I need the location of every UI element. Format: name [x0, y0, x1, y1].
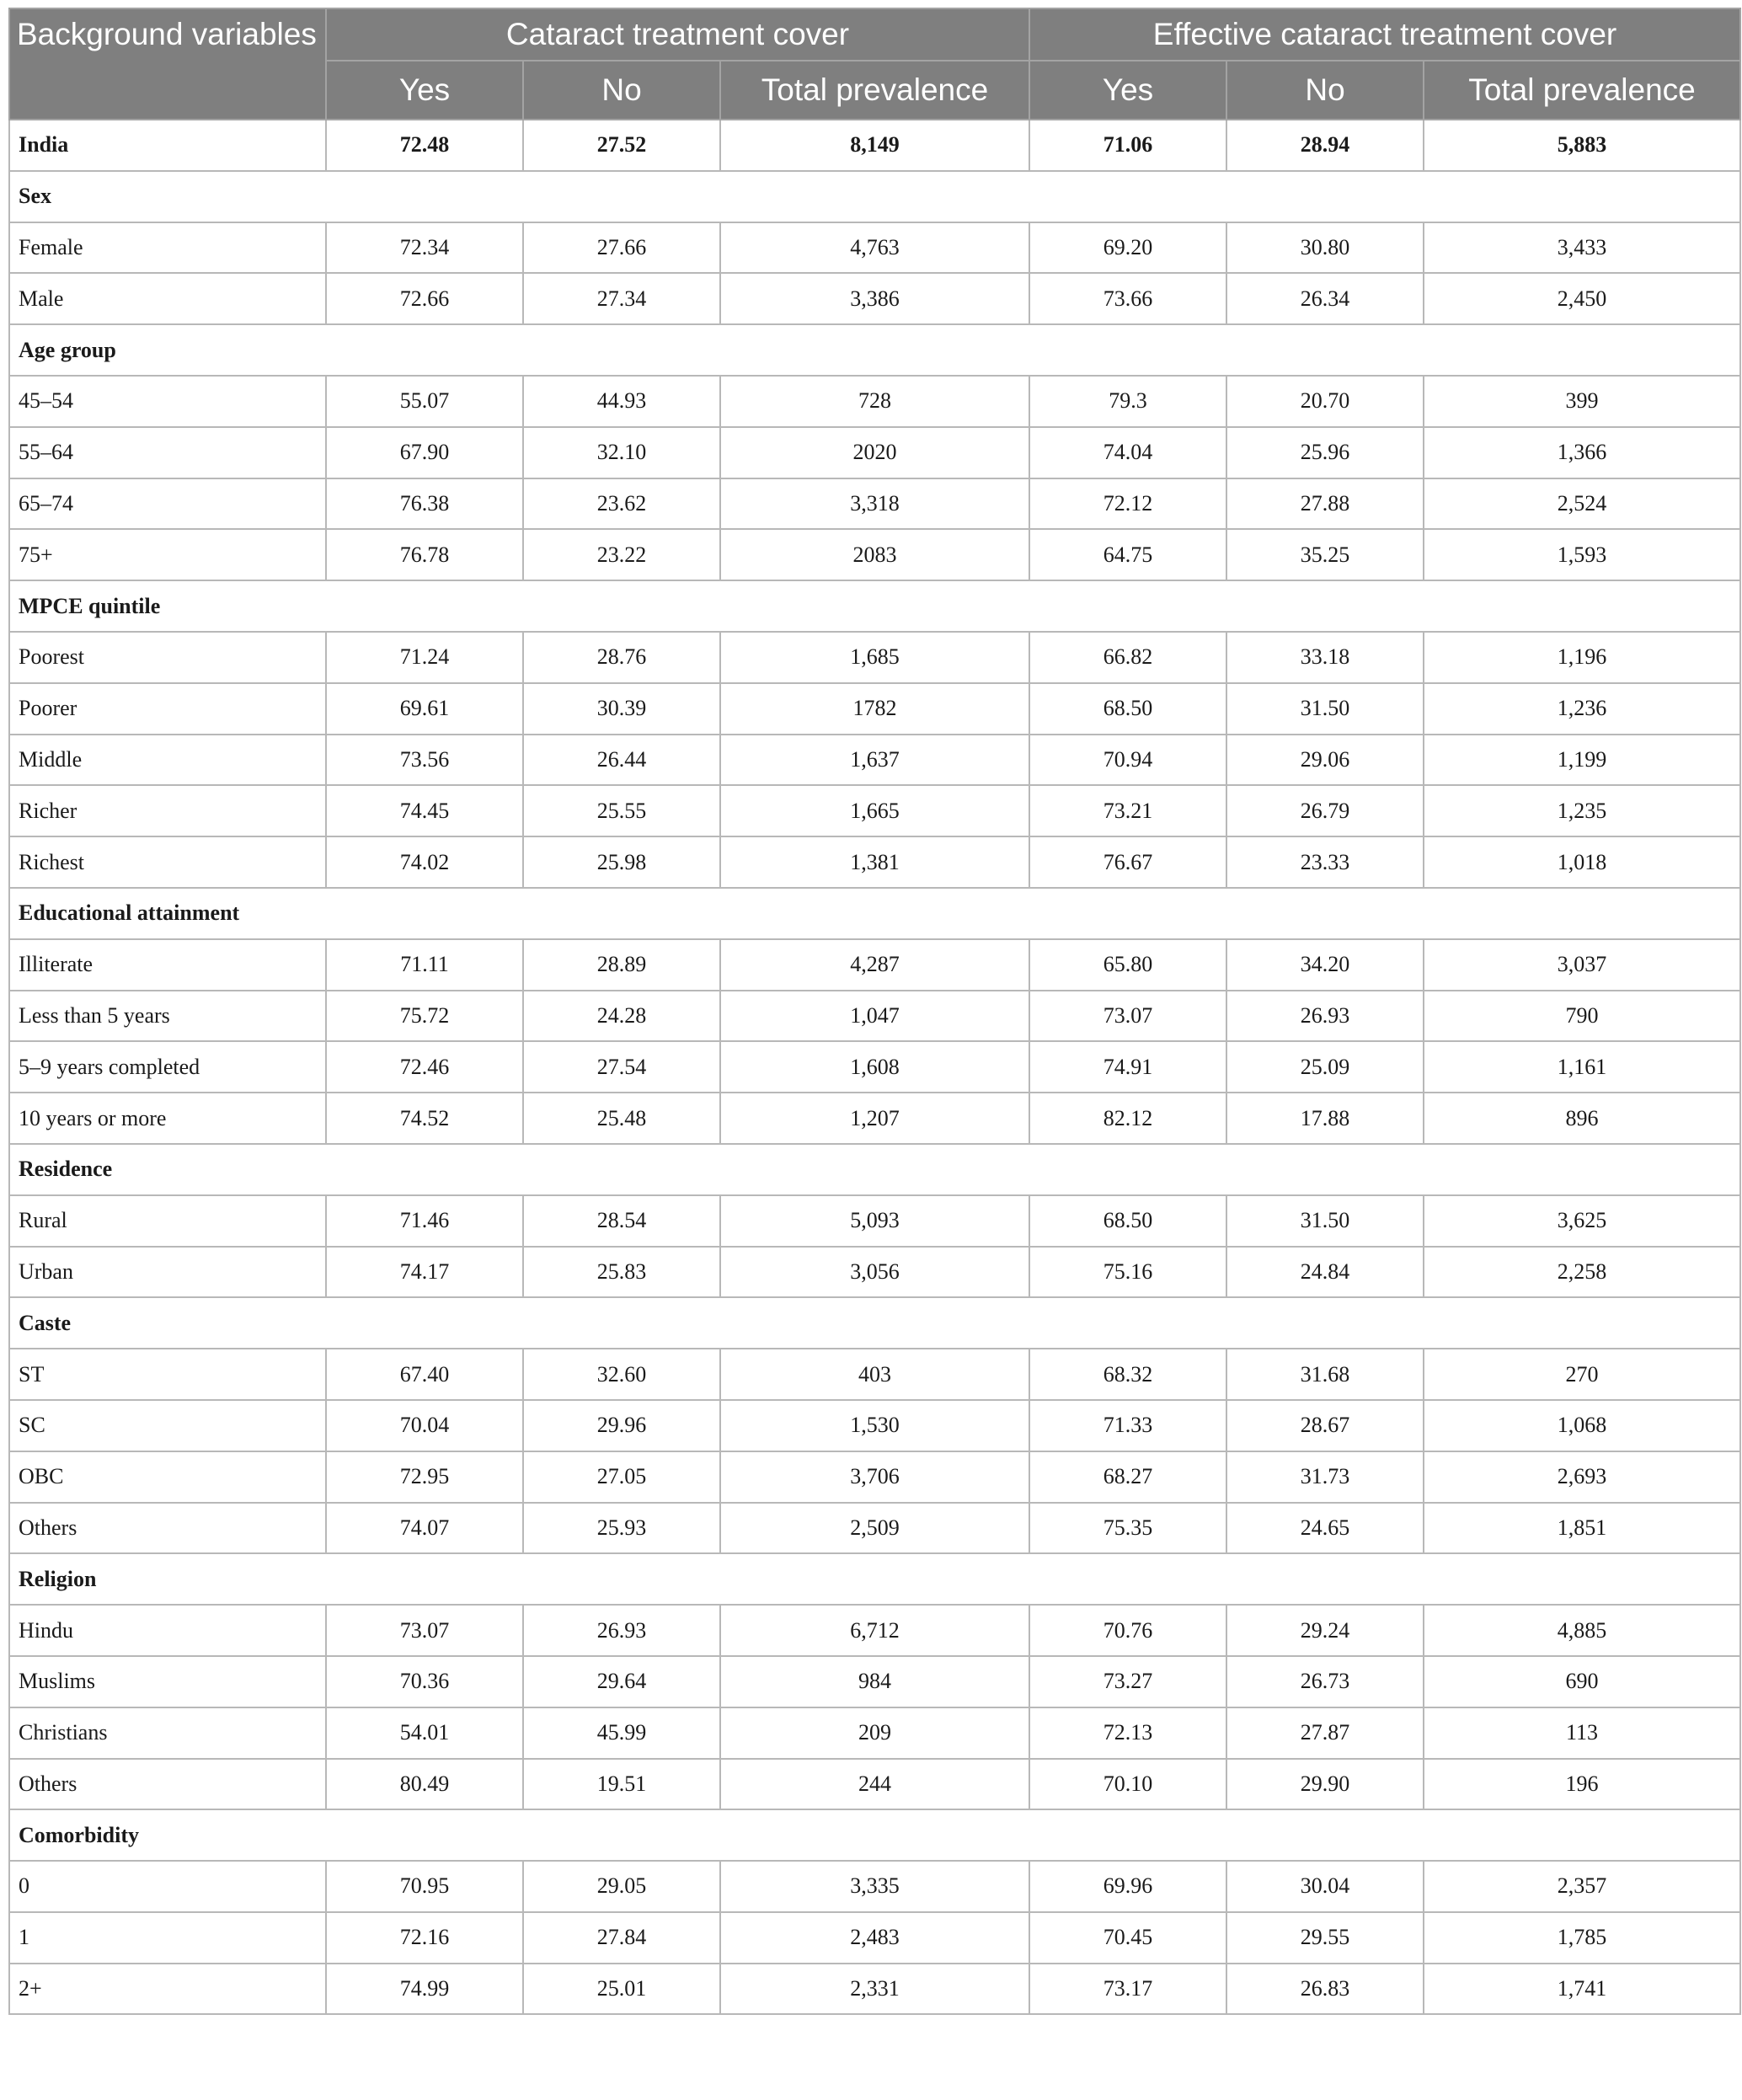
ectc-total-cell: 1,068 — [1424, 1400, 1740, 1451]
table-row — [9, 1247, 1740, 1298]
ctc-yes-cell: 73.07 — [326, 1605, 523, 1656]
section-label: MPCE quintile — [9, 580, 1740, 632]
ctc-no-cell: 45.99 — [523, 1707, 720, 1759]
ctc-yes-cell: 72.48 — [326, 120, 523, 171]
ectc-total-cell: 1,161 — [1424, 1041, 1740, 1093]
row-label: Poorer — [9, 683, 326, 735]
table-row — [9, 273, 1740, 324]
ctc-no-cell: 27.34 — [523, 273, 720, 324]
row-label: 1 — [9, 1912, 326, 1964]
row-label: OBC — [9, 1451, 326, 1503]
ctc-total-cell: 6,712 — [720, 1605, 1029, 1656]
ctc-total-cell: 4,287 — [720, 939, 1029, 991]
section-label: Sex — [9, 171, 1740, 222]
ectc-no-cell: 28.94 — [1226, 120, 1424, 171]
ctc-yes-cell: 75.72 — [326, 991, 523, 1042]
ctc-total-cell: 3,335 — [720, 1861, 1029, 1912]
ectc-yes-cell: 70.76 — [1029, 1605, 1226, 1656]
ctc-total-cell: 1,530 — [720, 1400, 1029, 1451]
row-label: 5–9 years completed — [9, 1041, 326, 1093]
ctc-total-cell: 4,763 — [720, 222, 1029, 274]
ectc-total-cell: 1,593 — [1424, 529, 1740, 580]
ectc-yes-cell: 69.96 — [1029, 1861, 1226, 1912]
ctc-no-cell: 25.83 — [523, 1247, 720, 1298]
ctc-yes-cell: 70.95 — [326, 1861, 523, 1912]
ctc-no-cell: 44.93 — [523, 376, 720, 427]
ectc-total-cell: 2,450 — [1424, 273, 1740, 324]
ctc-total-cell: 244 — [720, 1759, 1029, 1810]
cataract-coverage-table — [8, 8, 1741, 2015]
header-ctc-yes: Yes — [326, 61, 523, 120]
table-row — [9, 427, 1740, 478]
ectc-yes-cell: 79.3 — [1029, 376, 1226, 427]
ctc-yes-cell: 70.04 — [326, 1400, 523, 1451]
table-row — [9, 632, 1740, 683]
ctc-yes-cell: 72.46 — [326, 1041, 523, 1093]
ctc-no-cell: 27.05 — [523, 1451, 720, 1503]
ectc-yes-cell: 72.12 — [1029, 478, 1226, 530]
ctc-yes-cell: 73.56 — [326, 735, 523, 786]
table-body — [9, 120, 1740, 2014]
header-ectc-yes: Yes — [1029, 61, 1226, 120]
ectc-no-cell: 25.96 — [1226, 427, 1424, 478]
ectc-yes-cell: 74.91 — [1029, 1041, 1226, 1093]
ectc-yes-cell: 73.66 — [1029, 273, 1226, 324]
ectc-no-cell: 31.73 — [1226, 1451, 1424, 1503]
ctc-total-cell: 1,047 — [720, 991, 1029, 1042]
row-label: Rural — [9, 1195, 326, 1247]
ectc-total-cell: 2,693 — [1424, 1451, 1740, 1503]
ctc-total-cell: 1,685 — [720, 632, 1029, 683]
ectc-yes-cell: 75.16 — [1029, 1247, 1226, 1298]
table-row — [9, 836, 1740, 888]
ctc-yes-cell: 67.40 — [326, 1349, 523, 1400]
ectc-total-cell: 1,235 — [1424, 785, 1740, 836]
table-row — [9, 683, 1740, 735]
ectc-total-cell: 1,199 — [1424, 735, 1740, 786]
ctc-yes-cell: 74.02 — [326, 836, 523, 888]
section-row — [9, 1144, 1740, 1195]
ctc-yes-cell: 72.95 — [326, 1451, 523, 1503]
ectc-no-cell: 25.09 — [1226, 1041, 1424, 1093]
section-label: Educational attainment — [9, 888, 1740, 939]
row-label: 0 — [9, 1861, 326, 1912]
ctc-yes-cell: 55.07 — [326, 376, 523, 427]
row-label: Others — [9, 1503, 326, 1554]
ectc-no-cell: 28.67 — [1226, 1400, 1424, 1451]
table-row — [9, 939, 1740, 991]
table-header — [9, 8, 1740, 120]
section-label: Age group — [9, 324, 1740, 376]
table-row — [9, 1964, 1740, 2015]
ectc-no-cell: 31.50 — [1226, 1195, 1424, 1247]
ctc-no-cell: 27.54 — [523, 1041, 720, 1093]
table-row — [9, 1707, 1740, 1759]
ectc-no-cell: 26.93 — [1226, 991, 1424, 1042]
row-label: Richer — [9, 785, 326, 836]
row-label: 75+ — [9, 529, 326, 580]
ctc-yes-cell: 69.61 — [326, 683, 523, 735]
ctc-total-cell: 984 — [720, 1656, 1029, 1707]
ectc-no-cell: 17.88 — [1226, 1093, 1424, 1144]
row-label: Richest — [9, 836, 326, 888]
ectc-total-cell: 2,258 — [1424, 1247, 1740, 1298]
table-row — [9, 1656, 1740, 1707]
ectc-no-cell: 29.06 — [1226, 735, 1424, 786]
table-row — [9, 735, 1740, 786]
ectc-yes-cell: 68.50 — [1029, 683, 1226, 735]
ectc-no-cell: 35.25 — [1226, 529, 1424, 580]
ctc-no-cell: 32.60 — [523, 1349, 720, 1400]
ctc-total-cell: 1782 — [720, 683, 1029, 735]
table-row — [9, 1912, 1740, 1964]
ctc-no-cell: 25.93 — [523, 1503, 720, 1554]
row-label: Muslims — [9, 1656, 326, 1707]
ctc-total-cell: 2083 — [720, 529, 1029, 580]
ctc-total-cell: 2,509 — [720, 1503, 1029, 1554]
section-row — [9, 324, 1740, 376]
row-label: Poorest — [9, 632, 326, 683]
section-row — [9, 1297, 1740, 1349]
ectc-total-cell: 196 — [1424, 1759, 1740, 1810]
ctc-no-cell: 29.05 — [523, 1861, 720, 1912]
row-label: Others — [9, 1759, 326, 1810]
ectc-no-cell: 30.04 — [1226, 1861, 1424, 1912]
row-label: 2+ — [9, 1964, 326, 2015]
section-label: Residence — [9, 1144, 1740, 1195]
ctc-total-cell: 209 — [720, 1707, 1029, 1759]
ectc-no-cell: 31.68 — [1226, 1349, 1424, 1400]
ctc-total-cell: 1,637 — [720, 735, 1029, 786]
ctc-yes-cell: 54.01 — [326, 1707, 523, 1759]
section-row — [9, 580, 1740, 632]
ctc-yes-cell: 74.99 — [326, 1964, 523, 2015]
ctc-no-cell: 25.55 — [523, 785, 720, 836]
ctc-total-cell: 2,331 — [720, 1964, 1029, 2015]
row-label: 55–64 — [9, 427, 326, 478]
ctc-no-cell: 32.10 — [523, 427, 720, 478]
ctc-yes-cell: 72.16 — [326, 1912, 523, 1964]
table-row — [9, 1759, 1740, 1810]
row-label: 45–54 — [9, 376, 326, 427]
row-label: Illiterate — [9, 939, 326, 991]
table-row — [9, 1195, 1740, 1247]
ctc-yes-cell: 67.90 — [326, 427, 523, 478]
table-row — [9, 222, 1740, 274]
ctc-yes-cell: 71.46 — [326, 1195, 523, 1247]
row-label: Less than 5 years — [9, 991, 326, 1042]
ctc-no-cell: 26.93 — [523, 1605, 720, 1656]
ectc-no-cell: 31.50 — [1226, 683, 1424, 735]
ectc-total-cell: 3,037 — [1424, 939, 1740, 991]
ectc-no-cell: 34.20 — [1226, 939, 1424, 991]
row-label: Female — [9, 222, 326, 274]
header-effective-cataract-treatment-cover: Effective cataract treatment cover — [1029, 8, 1740, 61]
ectc-yes-cell: 70.10 — [1029, 1759, 1226, 1810]
ctc-no-cell: 25.98 — [523, 836, 720, 888]
ectc-no-cell: 26.79 — [1226, 785, 1424, 836]
ctc-no-cell: 29.96 — [523, 1400, 720, 1451]
ectc-total-cell: 4,885 — [1424, 1605, 1740, 1656]
ectc-total-cell: 1,366 — [1424, 427, 1740, 478]
section-row — [9, 171, 1740, 222]
ectc-yes-cell: 71.06 — [1029, 120, 1226, 171]
ectc-total-cell: 3,625 — [1424, 1195, 1740, 1247]
ctc-total-cell: 1,608 — [720, 1041, 1029, 1093]
table-row — [9, 1349, 1740, 1400]
table-row — [9, 785, 1740, 836]
table-row — [9, 120, 1740, 171]
ctc-yes-cell: 76.38 — [326, 478, 523, 530]
ctc-no-cell: 24.28 — [523, 991, 720, 1042]
ectc-no-cell: 24.65 — [1226, 1503, 1424, 1554]
ectc-yes-cell: 73.27 — [1029, 1656, 1226, 1707]
ectc-yes-cell: 76.67 — [1029, 836, 1226, 888]
row-label: 10 years or more — [9, 1093, 326, 1144]
header-background-variables: Background variables — [9, 8, 326, 120]
ctc-total-cell: 3,706 — [720, 1451, 1029, 1503]
ctc-yes-cell: 70.36 — [326, 1656, 523, 1707]
ctc-yes-cell: 71.24 — [326, 632, 523, 683]
ctc-yes-cell: 74.45 — [326, 785, 523, 836]
ctc-no-cell: 28.76 — [523, 632, 720, 683]
ectc-yes-cell: 71.33 — [1029, 1400, 1226, 1451]
ctc-total-cell: 728 — [720, 376, 1029, 427]
ctc-yes-cell: 76.78 — [326, 529, 523, 580]
section-row — [9, 1553, 1740, 1605]
ectc-no-cell: 26.83 — [1226, 1964, 1424, 2015]
header-ectc-total-prevalence: Total prevalence — [1424, 61, 1740, 120]
table-row — [9, 1093, 1740, 1144]
row-label: Middle — [9, 735, 326, 786]
ectc-yes-cell: 82.12 — [1029, 1093, 1226, 1144]
ectc-no-cell: 29.24 — [1226, 1605, 1424, 1656]
ectc-total-cell: 896 — [1424, 1093, 1740, 1144]
ectc-no-cell: 20.70 — [1226, 376, 1424, 427]
ectc-yes-cell: 64.75 — [1029, 529, 1226, 580]
row-label: Hindu — [9, 1605, 326, 1656]
ectc-total-cell: 1,785 — [1424, 1912, 1740, 1964]
header-ctc-no: No — [523, 61, 720, 120]
ectc-total-cell: 113 — [1424, 1707, 1740, 1759]
ectc-yes-cell: 68.32 — [1029, 1349, 1226, 1400]
ectc-yes-cell: 72.13 — [1029, 1707, 1226, 1759]
ectc-no-cell: 26.34 — [1226, 273, 1424, 324]
header-ectc-no: No — [1226, 61, 1424, 120]
ctc-no-cell: 26.44 — [523, 735, 720, 786]
ctc-total-cell: 8,149 — [720, 120, 1029, 171]
table-row — [9, 478, 1740, 530]
ctc-no-cell: 23.62 — [523, 478, 720, 530]
section-row — [9, 888, 1740, 939]
ectc-yes-cell: 68.50 — [1029, 1195, 1226, 1247]
ctc-total-cell: 5,093 — [720, 1195, 1029, 1247]
ectc-no-cell: 26.73 — [1226, 1656, 1424, 1707]
row-label: 65–74 — [9, 478, 326, 530]
table-row — [9, 1041, 1740, 1093]
table-row — [9, 1861, 1740, 1912]
row-label: Male — [9, 273, 326, 324]
row-label: ST — [9, 1349, 326, 1400]
table-row — [9, 1451, 1740, 1503]
header-cataract-treatment-cover: Cataract treatment cover — [326, 8, 1029, 61]
ectc-yes-cell: 73.21 — [1029, 785, 1226, 836]
ectc-yes-cell: 68.27 — [1029, 1451, 1226, 1503]
ctc-no-cell: 19.51 — [523, 1759, 720, 1810]
ctc-yes-cell: 72.66 — [326, 273, 523, 324]
ctc-total-cell: 1,207 — [720, 1093, 1029, 1144]
ectc-no-cell: 24.84 — [1226, 1247, 1424, 1298]
ctc-total-cell: 3,056 — [720, 1247, 1029, 1298]
table-row — [9, 991, 1740, 1042]
section-label: Religion — [9, 1553, 1740, 1605]
ectc-total-cell: 1,236 — [1424, 683, 1740, 735]
ctc-total-cell: 2,483 — [720, 1912, 1029, 1964]
ectc-total-cell: 399 — [1424, 376, 1740, 427]
ctc-total-cell: 403 — [720, 1349, 1029, 1400]
ectc-yes-cell: 66.82 — [1029, 632, 1226, 683]
ctc-yes-cell: 80.49 — [326, 1759, 523, 1810]
section-label: Comorbidity — [9, 1809, 1740, 1861]
ectc-yes-cell: 75.35 — [1029, 1503, 1226, 1554]
ectc-no-cell: 30.80 — [1226, 222, 1424, 274]
ectc-total-cell: 1,196 — [1424, 632, 1740, 683]
ctc-total-cell: 1,665 — [720, 785, 1029, 836]
ectc-no-cell: 23.33 — [1226, 836, 1424, 888]
row-label: Christians — [9, 1707, 326, 1759]
ctc-yes-cell: 74.52 — [326, 1093, 523, 1144]
ectc-total-cell: 3,433 — [1424, 222, 1740, 274]
ectc-total-cell: 790 — [1424, 991, 1740, 1042]
ctc-no-cell: 29.64 — [523, 1656, 720, 1707]
ectc-yes-cell: 65.80 — [1029, 939, 1226, 991]
ectc-total-cell: 5,883 — [1424, 120, 1740, 171]
ectc-yes-cell: 70.45 — [1029, 1912, 1226, 1964]
ctc-total-cell: 2020 — [720, 427, 1029, 478]
ectc-total-cell: 1,741 — [1424, 1964, 1740, 2015]
table-row — [9, 529, 1740, 580]
ctc-no-cell: 23.22 — [523, 529, 720, 580]
ctc-total-cell: 3,386 — [720, 273, 1029, 324]
ctc-no-cell: 30.39 — [523, 683, 720, 735]
ectc-yes-cell: 73.07 — [1029, 991, 1226, 1042]
ectc-total-cell: 2,357 — [1424, 1861, 1740, 1912]
ctc-no-cell: 25.01 — [523, 1964, 720, 2015]
ectc-total-cell: 1,851 — [1424, 1503, 1740, 1554]
row-label: Urban — [9, 1247, 326, 1298]
ectc-no-cell: 27.88 — [1226, 478, 1424, 530]
ectc-total-cell: 1,018 — [1424, 836, 1740, 888]
section-row — [9, 1809, 1740, 1861]
ctc-no-cell: 28.89 — [523, 939, 720, 991]
ectc-total-cell: 270 — [1424, 1349, 1740, 1400]
ectc-yes-cell: 70.94 — [1029, 735, 1226, 786]
ctc-no-cell: 27.84 — [523, 1912, 720, 1964]
ctc-no-cell: 27.52 — [523, 120, 720, 171]
ectc-no-cell: 27.87 — [1226, 1707, 1424, 1759]
ectc-no-cell: 29.55 — [1226, 1912, 1424, 1964]
table-row — [9, 1605, 1740, 1656]
ctc-total-cell: 3,318 — [720, 478, 1029, 530]
ectc-no-cell: 29.90 — [1226, 1759, 1424, 1810]
ctc-yes-cell: 74.17 — [326, 1247, 523, 1298]
table-row — [9, 1400, 1740, 1451]
ectc-yes-cell: 69.20 — [1029, 222, 1226, 274]
table-row — [9, 1503, 1740, 1554]
row-label: India — [9, 120, 326, 171]
ctc-yes-cell: 74.07 — [326, 1503, 523, 1554]
ctc-no-cell: 25.48 — [523, 1093, 720, 1144]
row-label: SC — [9, 1400, 326, 1451]
ectc-no-cell: 33.18 — [1226, 632, 1424, 683]
section-label: Caste — [9, 1297, 1740, 1349]
ctc-no-cell: 28.54 — [523, 1195, 720, 1247]
table-row — [9, 376, 1740, 427]
ectc-yes-cell: 73.17 — [1029, 1964, 1226, 2015]
ctc-yes-cell: 72.34 — [326, 222, 523, 274]
ctc-no-cell: 27.66 — [523, 222, 720, 274]
ectc-total-cell: 690 — [1424, 1656, 1740, 1707]
ectc-total-cell: 2,524 — [1424, 478, 1740, 530]
ctc-total-cell: 1,381 — [720, 836, 1029, 888]
header-ctc-total-prevalence: Total prevalence — [720, 61, 1029, 120]
ctc-yes-cell: 71.11 — [326, 939, 523, 991]
ectc-yes-cell: 74.04 — [1029, 427, 1226, 478]
